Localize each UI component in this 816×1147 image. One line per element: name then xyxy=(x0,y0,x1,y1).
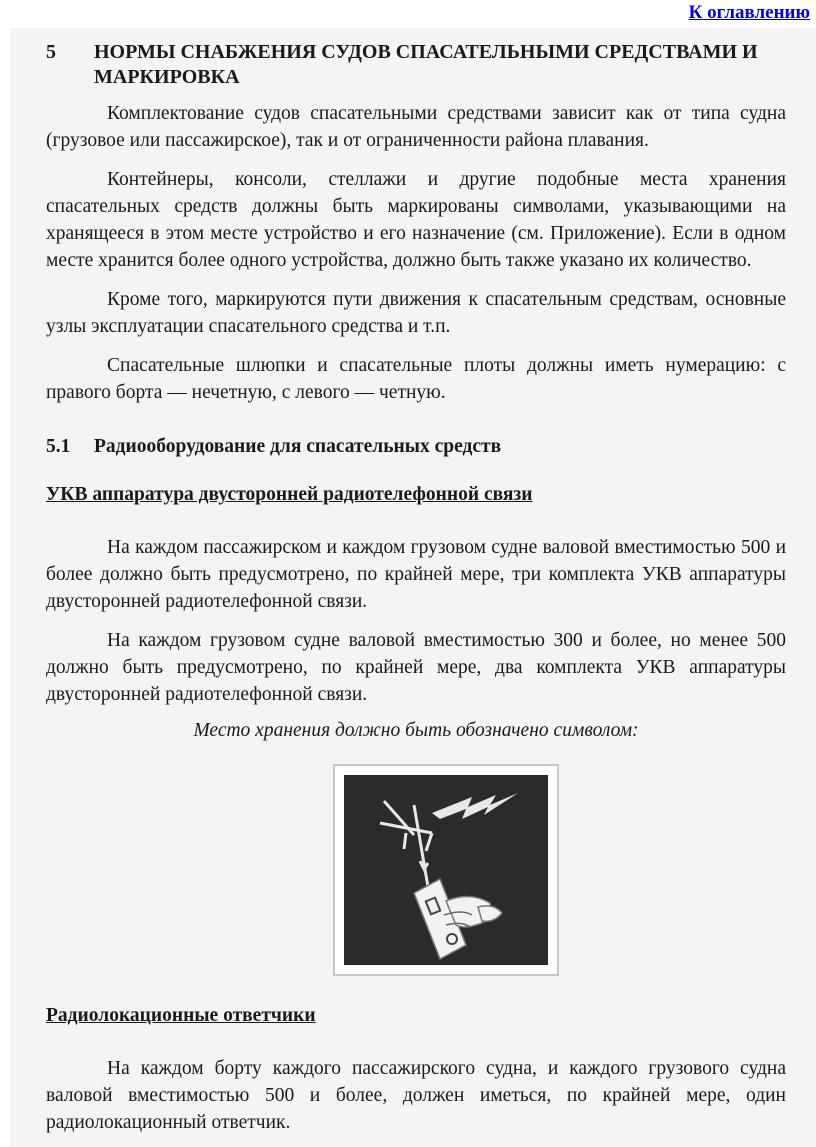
section-number: 5 xyxy=(46,41,56,63)
paragraph: На каждом борту каждого пассажирского судна, и каждого грузового судна валовой вместимостью 500 и более, должен иметься, по крайней мере, один радиолокационный ответчик. xyxy=(46,1058,786,1133)
radar-section xyxy=(46,1003,786,1136)
paragraph: Спасательные шлюпки и спасательные плоты должны иметь нумерацию: с правого борта — нечетную, с левого — четную. xyxy=(46,355,786,403)
paragraph: Контейнеры, консоли, стеллажи и другие подобные места хранения спасательных средств должны быть маркированы символами, указывающими на хранящееся в этом месте устройство и его назначение (см. Приложение). Если в одном месте хранится более одного устройства, должно быть также указано их количество. xyxy=(46,169,786,271)
radar-heading: Радиолокационные ответчики xyxy=(46,1005,316,1026)
paragraph: Комплектование судов спасательными средствами зависит как от типа судна (грузовое или пассажирское), так и от ограниченности района плавания. xyxy=(46,103,786,151)
vhf-heading: УКВ аппаратура двусторонней радиотелефонной связи xyxy=(46,484,533,505)
paragraph: На каждом грузовом судне валовой вместимостью 300 и более, но менее 500 должно быть предусмотрено, по крайней мере, два комплекта УКВ аппаратуры двусторонней радиотелефонной связи. xyxy=(46,630,786,705)
section-5-heading xyxy=(46,40,786,90)
symbol-caption: Место хранения должно быть обозначено символом: xyxy=(193,720,639,741)
subsection-5-1-heading xyxy=(46,434,786,460)
subsection-number: 5.1 xyxy=(46,436,71,457)
paragraph: На каждом пассажирском и каждом грузовом судне валовой вместимостью 500 и более должно быть предусмотрено, по крайней мере, три комплекта УКВ аппаратуры двусторонней радиотелефонной связи. xyxy=(46,537,786,612)
subsection-title: Радиооборудование для спасательных средств xyxy=(94,436,502,457)
vhf-radio-icon xyxy=(344,775,548,965)
paragraph: Кроме того, маркируются пути движения к спасательным средствам, основные узлы эксплуатации спасательного средства и т.п. xyxy=(46,289,786,337)
document-body xyxy=(46,40,786,744)
section-title: НОРМЫ СНАБЖЕНИЯ СУДОВ СПАСАТЕЛЬНЫМИ СРЕДСТВАМИ И МАРКИРОВКА xyxy=(94,41,758,88)
vhf-radio-symbol xyxy=(333,764,559,976)
table-of-contents-link[interactable]: К оглавлению xyxy=(688,2,810,23)
